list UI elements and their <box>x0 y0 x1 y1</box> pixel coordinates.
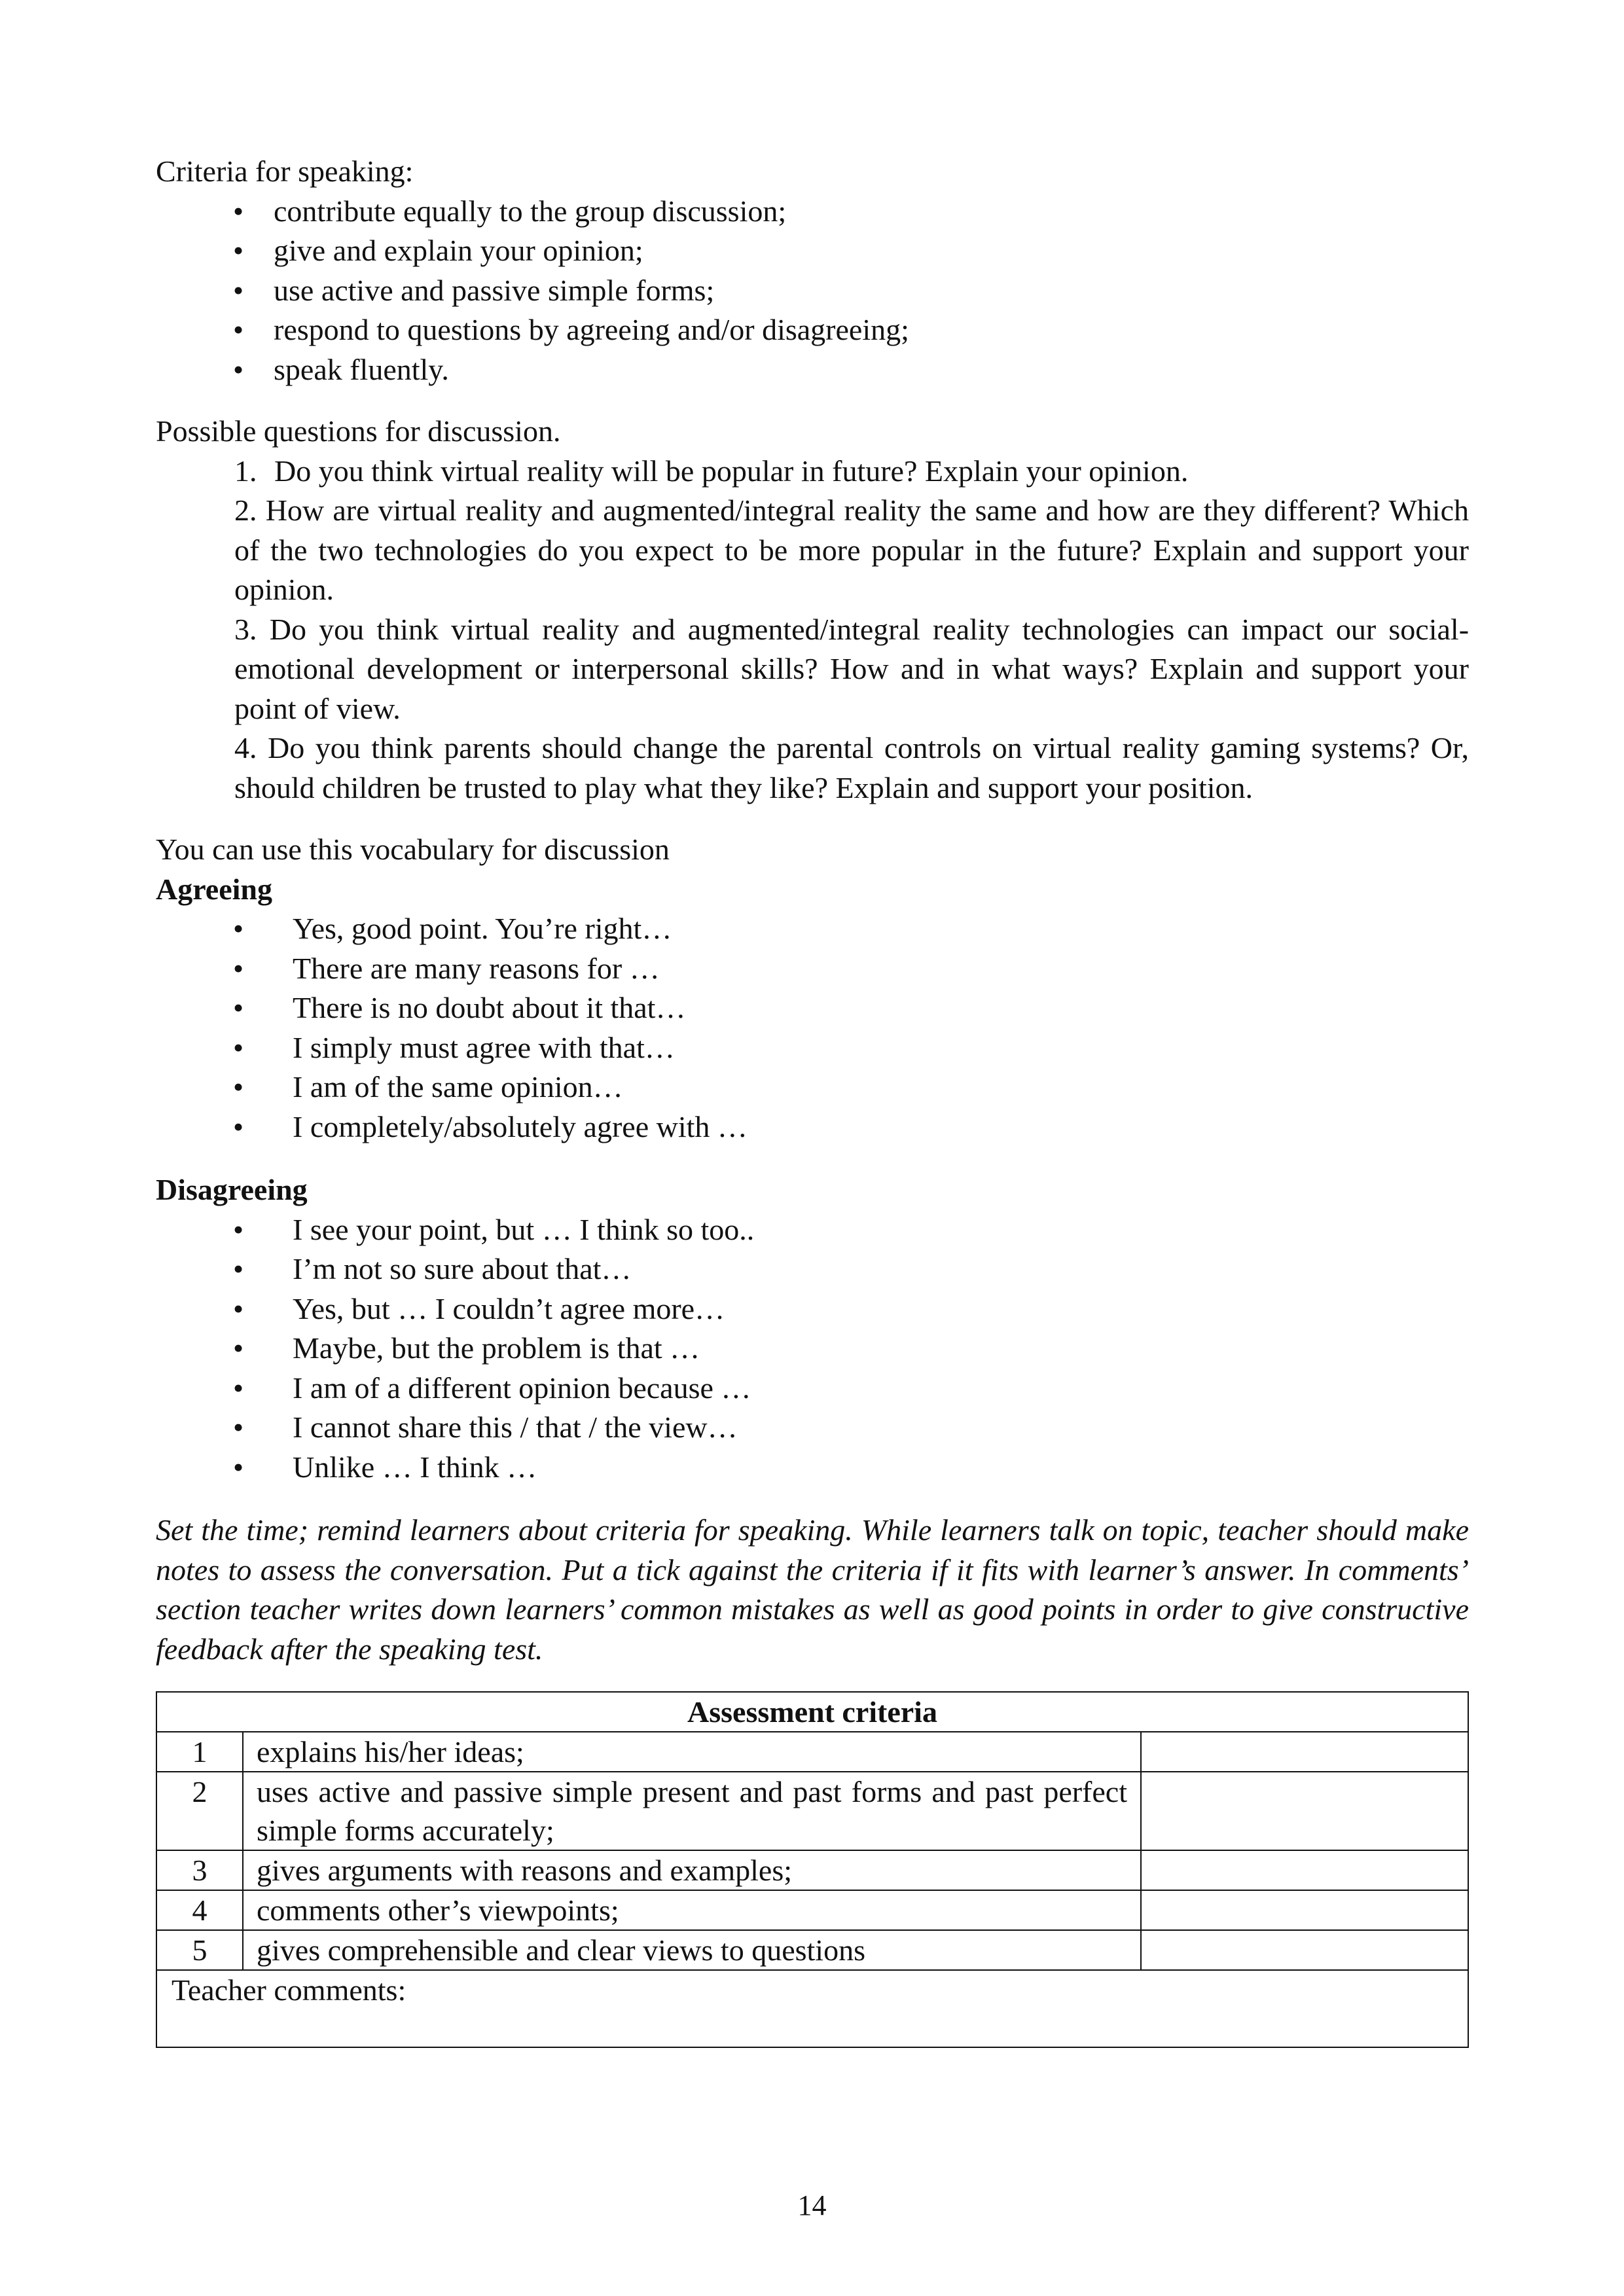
tick-cell[interactable] <box>1141 1850 1468 1890</box>
agreeing-heading <box>156 870 1469 910</box>
agreeing-phrase: • I simply must agree with that… <box>156 1028 1469 1068</box>
question-item <box>234 452 1469 492</box>
criteria-item: • contribute equally to the group discussion; <box>156 192 1469 232</box>
disagreeing-phrase: • Maybe, but the problem is that … <box>156 1329 1469 1369</box>
disagreeing-heading-text: Disagreeing <box>156 1173 308 1206</box>
disagreeing-phrase: • I see your point, but … I think so too.. <box>156 1210 1469 1250</box>
criteria-item: • respond to questions by agreeing and/or disagreeing; <box>156 310 1469 350</box>
criteria-list <box>156 192 1469 390</box>
questions-heading: Possible questions for discussion. <box>156 414 561 448</box>
teacher-comments-label: Teacher comments: <box>171 1973 406 2007</box>
teacher-comments-cell[interactable] <box>156 1970 1468 2047</box>
question-number: 4. <box>234 731 257 764</box>
agreeing-phrase: • Yes, good point. You’re right… <box>156 909 1469 949</box>
question-item <box>234 610 1469 729</box>
tick-cell[interactable] <box>1141 1772 1468 1850</box>
agreeing-phrase: • There are many reasons for … <box>156 949 1469 989</box>
criterion-number: 2 <box>156 1772 243 1850</box>
question-item <box>234 491 1469 610</box>
criterion-text: gives arguments with reasons and examples; <box>243 1850 1141 1890</box>
question-text: Do you think virtual reality will be popular in future? Explain your opinion. <box>274 454 1189 488</box>
assessment-title: Assessment criteria <box>156 1692 1468 1732</box>
question-text: How are virtual reality and augmented/integral reality the same and how are they different? Which of the two technologies do you expect to be more popular in the future? Explain and support your opinion. <box>234 493 1470 606</box>
criterion-number: 4 <box>156 1890 243 1930</box>
criteria-item: • give and explain your opinion; <box>156 231 1469 271</box>
disagreeing-phrase: • I cannot share this / that / the view… <box>156 1408 1469 1448</box>
page-number: 14 <box>797 2189 827 2221</box>
criterion-number: 1 <box>156 1732 243 1772</box>
page-content <box>156 152 1469 2048</box>
table-row <box>156 1890 1468 1930</box>
comments-row <box>156 1970 1468 2047</box>
table-row <box>156 1850 1468 1890</box>
criteria-heading: Criteria for speaking: <box>156 154 414 188</box>
criterion-number: 3 <box>156 1850 243 1890</box>
agreeing-phrase: • There is no doubt about it that… <box>156 988 1469 1028</box>
tick-cell[interactable] <box>1141 1732 1468 1772</box>
criteria-item: • speak fluently. <box>156 350 1469 390</box>
criterion-text: gives comprehensible and clear views to questions <box>243 1930 1141 1970</box>
agreeing-list <box>156 909 1469 1147</box>
criteria-item: • use active and passive simple forms; <box>156 271 1469 311</box>
criterion-text: explains his/her ideas; <box>243 1732 1141 1772</box>
criterion-number: 5 <box>156 1930 243 1970</box>
disagreeing-phrase: • I’m not so sure about that… <box>156 1249 1469 1289</box>
agreeing-phrase: • I am of the same opinion… <box>156 1067 1469 1107</box>
question-number: 3. <box>234 612 257 646</box>
tick-cell[interactable] <box>1141 1930 1468 1970</box>
disagreeing-phrase: • Yes, but … I couldn’t agree more… <box>156 1289 1469 1329</box>
question-text: Do you think parents should change the parental controls on virtual reality gaming systems? Or, should children be trusted to play what they like? Explain and support your position. <box>234 731 1470 804</box>
vocabulary-intro: You can use this vocabulary for discussion <box>156 833 670 866</box>
table-row <box>156 1732 1468 1772</box>
criterion-text: comments other’s viewpoints; <box>243 1890 1141 1930</box>
tick-cell[interactable] <box>1141 1890 1468 1930</box>
question-number: 2. <box>234 493 257 527</box>
table-row <box>156 1772 1468 1850</box>
disagreeing-heading <box>156 1170 1469 1210</box>
agreeing-phrase: • I completely/absolutely agree with … <box>156 1107 1469 1147</box>
assessment-header-row <box>156 1692 1468 1732</box>
question-text: Do you think virtual reality and augmented/integral reality technologies can impact our social-emotional development or interpersonal skills? How and in what ways? Explain and support your point of view. <box>234 612 1470 725</box>
question-item <box>234 728 1469 808</box>
agreeing-heading-text: Agreeing <box>156 872 273 906</box>
disagreeing-phrase: • I am of a different opinion because … <box>156 1369 1469 1408</box>
question-number: 1. <box>234 454 257 488</box>
assessment-table <box>156 1691 1469 2048</box>
table-row <box>156 1930 1468 1970</box>
disagreeing-list <box>156 1210 1469 1488</box>
disagreeing-phrase: • Unlike … I think … <box>156 1448 1469 1488</box>
teacher-instructions: Set the time; remind learners about criteria for speaking. While learners talk on topic, teacher should make notes to assess the conversation. Put a tick against the criteria if it fits with learner’s answer. In comments’ section teacher writes down learners’ common mistakes as well as good points in order to give constructive feedback after the speaking test. <box>156 1513 1469 1666</box>
criterion-text: uses active and passive simple present and past forms and past perfect simple forms accurately; <box>243 1772 1141 1850</box>
